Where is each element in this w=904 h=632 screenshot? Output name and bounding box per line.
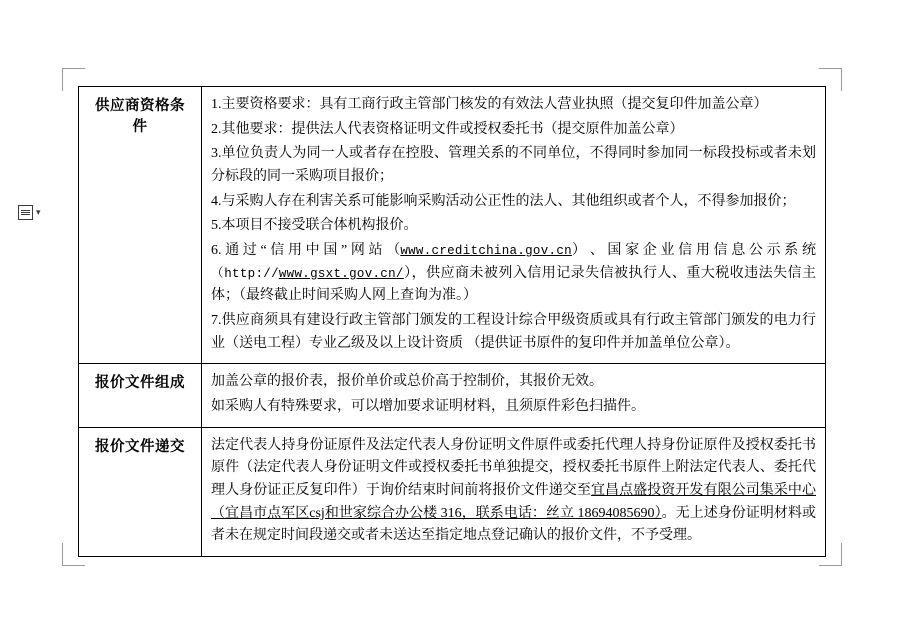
clause-5: 5.本项目不接受联合体机构报价。 [211, 218, 418, 234]
clause-4: 4.与采购人存在利害关系可能影响采购活动公正性的法人、其他组织或者个人，不得参加报价； [211, 193, 796, 209]
clause-6-part-c: （http:// [211, 266, 279, 281]
row-content-quotation-composition [202, 364, 826, 427]
list-box-icon[interactable] [18, 205, 33, 220]
requirements-table [78, 86, 826, 557]
composition-line-2: 如采购人有特殊要求，可以增加要求证明材料，且须原件彩色扫描件。 [211, 399, 645, 415]
clause-1: 1.主要资格要求：具有工商行政主管部门核发的有效法人营业执照（提交复印件加盖公章） [211, 97, 768, 112]
chevron-down-icon[interactable]: ▾ [36, 207, 41, 217]
gsxt-link[interactable]: www.gsxt.gov.cn/ [278, 266, 404, 281]
creditchina-link[interactable]: www.creditchina.gov.cn [400, 244, 572, 259]
row-label-quotation-submission: 报价文件递交 [79, 427, 202, 556]
clause-3: 3.单位负责人为同一人或者存在控股、管理关系的不同单位，不得同时参加同一标段投标或者未划分标段的同一采购项目报价； [211, 146, 816, 185]
clause-6-part-d: ），供应商未被列入信用记录失信被执行人、重大税收违法失信主体；（最终截止时间采购人网上查询为准。） [211, 265, 816, 304]
table-row [79, 427, 826, 556]
clause-2: 2.其他要求：提供法人代表资格证明文件或授权委托书（提交原件加盖公章） [211, 121, 684, 137]
row-content-quotation-submission [202, 427, 826, 556]
row-label-supplier-qualification: 供应商资格条件 [79, 87, 202, 364]
clause-7: 7.供应商须具有建设行政主管部门颁发的工程设计综合甲级资质或具有行政主管部门颁发的电力行业（送电工程）专业乙级及以上设计资质 （提供证书原件的复印件并加盖单位公章）。 [211, 313, 816, 351]
clause-6 [211, 240, 816, 308]
table-row [79, 364, 826, 427]
submission-part-1: 法定代表人持身份证原件及法定代表人身份证明文件原件或委托代理人持身份证原件及授权委托书原件（法定代表人身份证明文件或授权委托书单独提交，授权委托书原件上附法定代表人、委托代理人身份证正反复印件）于询价结束时间前将报价文件递交至 [211, 437, 816, 499]
clause-6-part-b: ） 、 国 家 企 业 信 用 信 息 公 示 系 统 [571, 243, 816, 259]
row-label-quotation-composition: 报价文件组成 [79, 364, 202, 427]
composition-line-1: 加盖公章的报价表，报价单价或总价高于控制价，其报价无效。 [211, 374, 603, 390]
submission-address-link[interactable]: 宜昌点盛投资开发有限公司集采中心（宜昌市点军区csj和世家综合办公楼 316，联系电话：丝立 18694085690） [211, 483, 817, 521]
table-row [79, 87, 826, 364]
submission-part-3: 。无上述身份证明材料或者未在规定时间段递交或者未送达至指定地点登记确认的报价文件，不予受理。 [211, 505, 816, 544]
submission-text [211, 435, 816, 548]
gutter-widget[interactable] [18, 205, 41, 220]
row-content-supplier-qualification [202, 87, 826, 364]
clause-6-part-a: 6. 通 过 “ 信 用 中 国 ” 网 站 （ [211, 243, 401, 259]
